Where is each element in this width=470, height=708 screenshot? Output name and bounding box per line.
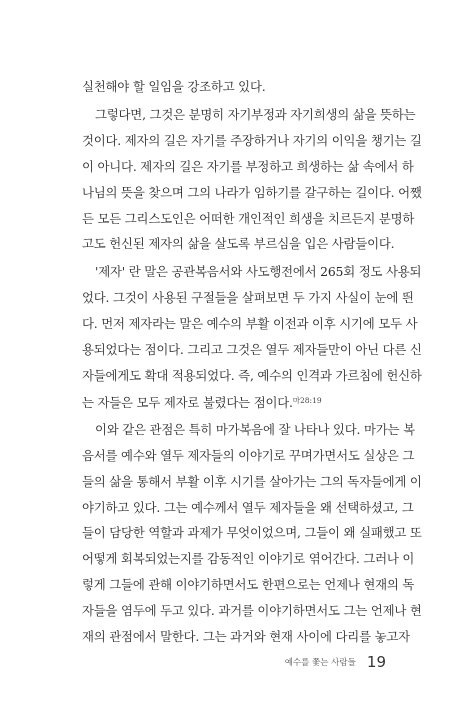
text-line: 자들을 염두에 두고 있다. 과거를 이야기하면서도 그는 언제나 현 xyxy=(82,603,422,618)
text-line: 었다. 그것이 사용된 구절들을 살펴보면 두 가지 사실이 눈에 띈 xyxy=(82,290,414,305)
running-title: 예수를 쫓는 사람들 xyxy=(284,658,356,668)
text-line: 재의 관점에서 말한다. 그는 과거와 현재 사이에 다리를 놓고자 xyxy=(82,629,410,644)
text-line: 실천해야 할 일임을 강조하고 있다. xyxy=(82,79,266,94)
text-line: 이와 같은 관점은 특히 마가복음에 잘 나타나 있다. 마가는 복 xyxy=(95,422,415,437)
footnote-reference: 마28:19 xyxy=(292,396,322,405)
text-line: 용되었다는 점이다. 그리고 그것은 열두 제자들만이 아닌 다른 신 xyxy=(82,342,422,357)
text-line: 것이다. 제자의 길은 자기를 주장하거나 자기의 이익을 챙기는 길 xyxy=(82,133,422,148)
text-line: 든 모든 그리스도인은 어떠한 개인적인 희생을 치르든지 분명하 xyxy=(82,211,415,226)
text-line: 그렇다면, 그것은 분명히 자기부정과 자기희생의 삶을 뜻하는 xyxy=(95,107,416,122)
text-line: 이 아니다. 제자의 길은 자기를 부정하고 희생하는 삶 속에서 하 xyxy=(82,159,414,174)
text-line xyxy=(82,390,386,412)
text-line: 들이 담당한 역할과 과제가 무엇이었으며, 그들이 왜 실패했고 또 xyxy=(82,525,422,540)
page-footer xyxy=(285,650,386,674)
text-line: 고도 헌신된 제자의 삶을 살도록 부르심을 입은 사람들이다. xyxy=(82,236,395,251)
text-line: 들의 삶을 통해서 부활 이후 시기를 살아가는 그의 독자들에게 이 xyxy=(82,474,422,489)
text-line: 다. 먼저 제자라는 말은 예수의 부활 이전과 이후 시기에 모두 사 xyxy=(82,316,418,331)
text-line-content: 는 자들은 모두 제자로 불렸다는 점이다. xyxy=(82,395,293,410)
text-line: 렇게 그들에 관해 이야기하면서도 한편으로는 언제나 현재의 독 xyxy=(82,577,415,592)
text-line: '제자' 란 말은 공관복음서와 사도행전에서 265회 정도 사용되 xyxy=(95,264,422,279)
text-line: 자들에게도 확대 적용되었다. 즉, 예수의 인격과 가르침에 헌신하 xyxy=(82,368,422,383)
text-line: 어떻게 회복되었는지를 감동적인 이야기로 엮어간다. 그러나 이 xyxy=(82,551,415,566)
text-line: 음서를 예수와 열두 제자들의 이야기로 꾸며가면서도 실상은 그 xyxy=(82,448,415,463)
text-line: 야기하고 있다. 그는 예수께서 열두 제자들을 왜 선택하셨고, 그 xyxy=(82,500,414,515)
text-line: 나님의 뜻을 찾으며 그의 나라가 임하기를 갈구하는 길이다. 어쨌 xyxy=(82,185,422,200)
page-number: 19 xyxy=(366,653,386,671)
